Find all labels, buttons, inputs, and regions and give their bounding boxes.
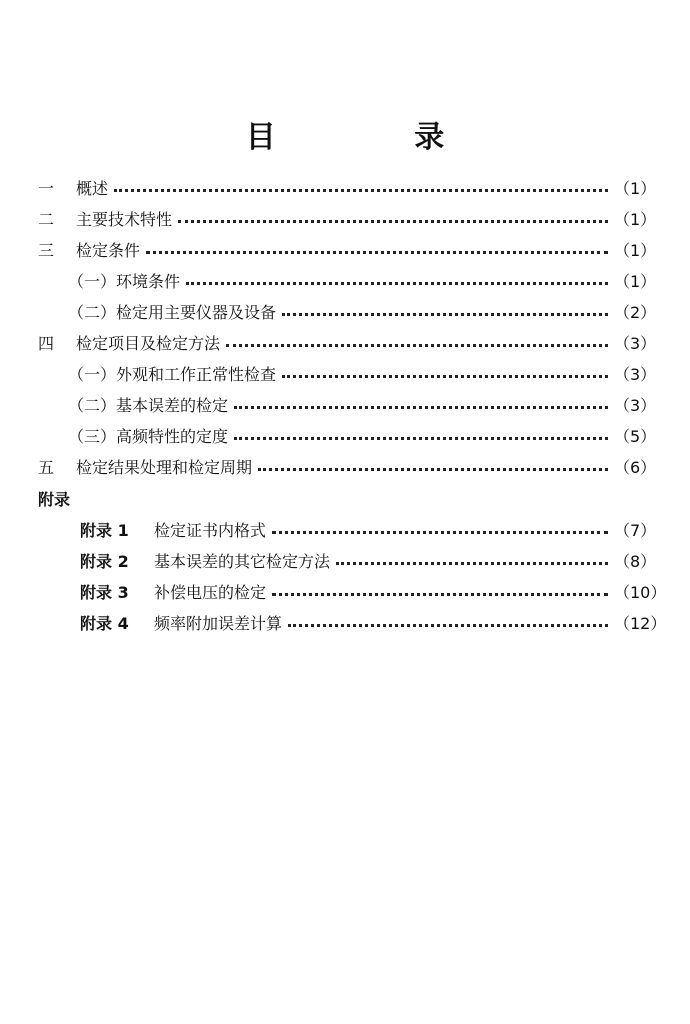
- toc-label: （二）基本误差的检定: [68, 396, 229, 415]
- toc-subentry[interactable]: [38, 389, 657, 420]
- leader-dots: [234, 406, 608, 409]
- leader-dots: [272, 593, 608, 596]
- toc-page: （3）: [614, 334, 657, 353]
- toc-number: 五: [38, 458, 55, 477]
- toc-label: 概述: [76, 179, 109, 198]
- toc-entry[interactable]: [38, 172, 657, 203]
- leader-dots: [336, 562, 608, 565]
- toc-number: 四: [38, 334, 55, 353]
- toc-page: （5）: [614, 427, 657, 446]
- toc-page: （3）: [614, 396, 657, 415]
- toc-page: （6）: [614, 458, 657, 477]
- toc-entry[interactable]: [38, 327, 657, 358]
- appendix-number: 附录 3: [80, 583, 129, 602]
- toc-page: （3）: [614, 365, 657, 384]
- appendix-page: （10）: [614, 583, 667, 602]
- toc-entry[interactable]: [38, 451, 657, 482]
- appendix-heading: 附录: [38, 489, 71, 509]
- toc-subentry[interactable]: [38, 296, 657, 327]
- table-of-contents: [38, 172, 667, 638]
- toc-label: 检定条件: [76, 241, 141, 260]
- appendix-page: （12）: [614, 614, 667, 633]
- toc-entry[interactable]: [38, 234, 657, 265]
- toc-label: 检定项目及检定方法: [76, 334, 221, 353]
- appendix-entry[interactable]: [38, 545, 657, 576]
- appendix-entry[interactable]: [38, 576, 667, 607]
- leader-dots: [282, 375, 608, 378]
- leader-dots: [146, 251, 608, 254]
- toc-subentry[interactable]: [38, 358, 657, 389]
- toc-subentry[interactable]: [38, 420, 657, 451]
- toc-number: 三: [38, 241, 55, 260]
- appendix-page: （7）: [614, 521, 657, 540]
- toc-label: 主要技术特性: [76, 210, 173, 229]
- toc-subentry[interactable]: [38, 265, 657, 296]
- appendix-label: 检定证书内格式: [154, 521, 267, 540]
- appendix-label: 补偿电压的检定: [154, 583, 267, 602]
- appendix-number: 附录 2: [80, 552, 129, 571]
- leader-dots: [234, 437, 608, 440]
- toc-label: 检定结果处理和检定周期: [76, 458, 253, 477]
- leader-dots: [258, 468, 608, 471]
- toc-page: （1）: [614, 272, 657, 291]
- leader-dots: [186, 282, 608, 285]
- leader-dots: [288, 624, 608, 627]
- appendix-label: 频率附加误差计算: [154, 614, 283, 633]
- appendix-entry[interactable]: [38, 607, 667, 638]
- toc-label: （一）外观和工作正常性检查: [68, 365, 277, 384]
- leader-dots: [272, 531, 608, 534]
- appendix-entry[interactable]: [38, 514, 657, 545]
- page-title: 目 录: [245, 120, 509, 155]
- appendix-page: （8）: [614, 552, 657, 571]
- leader-dots: [226, 344, 608, 347]
- leader-dots: [282, 313, 608, 316]
- toc-page: （1）: [614, 210, 657, 229]
- toc-label: （三）高频特性的定度: [68, 427, 229, 446]
- leader-dots: [178, 220, 608, 223]
- leader-dots: [114, 189, 608, 192]
- appendix-label: 基本误差的其它检定方法: [154, 552, 331, 571]
- appendix-number: 附录 1: [80, 521, 129, 540]
- toc-entry[interactable]: [38, 203, 657, 234]
- appendix-number: 附录 4: [80, 614, 129, 633]
- toc-number: 二: [38, 210, 55, 229]
- toc-label: （一）环境条件: [68, 272, 181, 291]
- toc-page: （2）: [614, 303, 657, 322]
- toc-label: （二）检定用主要仪器及设备: [68, 303, 277, 322]
- toc-page: （1）: [614, 241, 657, 260]
- toc-number: 一: [38, 179, 55, 198]
- toc-page: （1）: [614, 179, 657, 198]
